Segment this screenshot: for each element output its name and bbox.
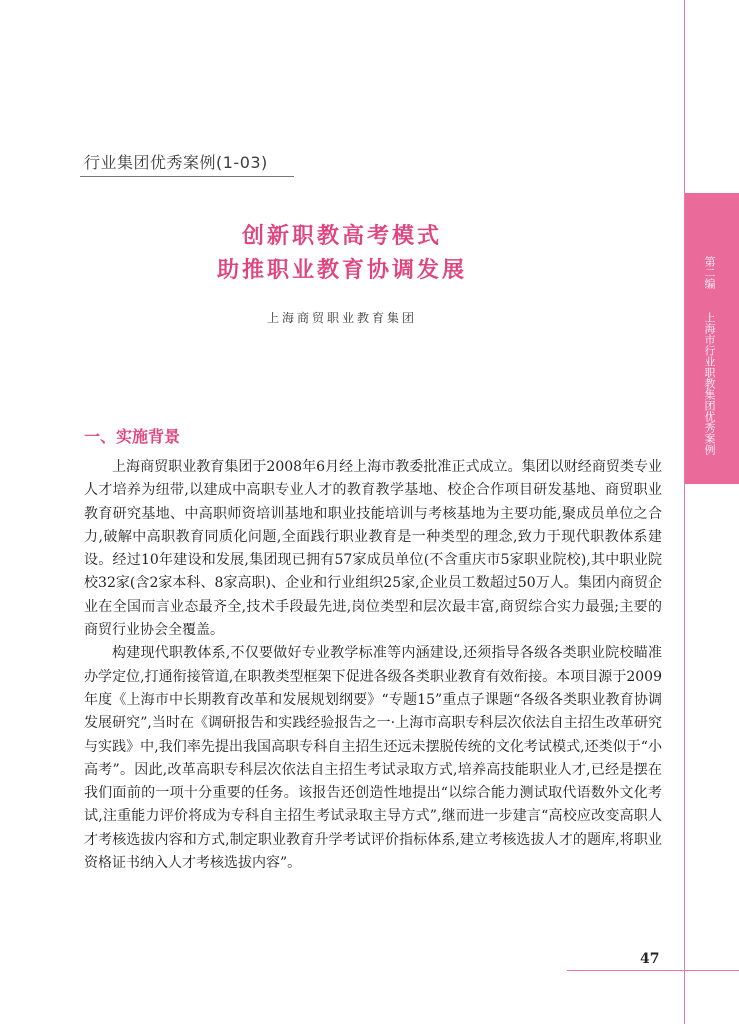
- side-tab-title: 上海市行业职教集团优秀案例: [703, 312, 716, 455]
- paragraph-2: 构建现代职教体系,不仅要做好专业教学标准等内涵建设,还须指导各级各类职业院校瞄准办学定位,打通衔接管道,在职教类型框架下促进各级各类职业教育有效衔接。本项目源于2009年度《上海市中长期教育改革和发展规划纲要》“专题15”重点子课题“各级各类职业教育协调发展研究”,当时在《调研报告和实践经验报告之一·上海市高职专科层次依法自主招生改革研究与实践》中,我们率先提出我国高职专科自主招生还远未摆脱传统的文化考试模式,还类似于“小高考”。因此,改革高职专科层次依法自主招生考试录取方式,培养高技能职业人才,已经是摆在我们面前的一项十分重要的任务。该报告还创造性地提出“以综合能力测试取代语数外文化考试,注重能力评价将成为专科自主招生考试录取主导方式”,继而进一步建言“高校应改变高职人才考核选拔内容和方式,制定职业教育升学考试评价指标体系,建立考核选拔人才的题库,将职业资格证书纳入人才考核选拔内容”。: [84, 645, 662, 872]
- title-line-2: 助推职业教育协调发展: [216, 257, 467, 283]
- case-label: 行业集团优秀案例(1-03): [84, 153, 268, 172]
- footer-rule: [567, 970, 739, 971]
- side-tab-text: [700, 256, 718, 455]
- paragraph-1: 上海商贸职业教育集团于2008年6月经上海市教委批准正式成立。集团以财经商贸类专业人才培养为纽带,以建成中高职专业人才的教育教学基地、校企合作项目研发基地、商贸职业教育研究基地、中高职师资培训基地和职业技能培训与考核基地为主要功能,聚成员单位之合力,破解中高职教育同质化问题,全面践行职业教育是一种类型的理念,致力于现代职教体系建设。经过10年建设和发展,集团现已拥有57家成员单位(不含重庆市5家职业院校),其中职业院校32家(含2家本科、8家高职)、企业和行业组织25家,企业员工数超过50万人。集团内商贸企业在全国而言业态最齐全,技术手段最先进,岗位类型和层次最丰富,商贸综合实力最强;主要的商贸行业协会全覆盖。: [84, 459, 662, 639]
- page-number: 47: [640, 951, 660, 967]
- body-text: [84, 456, 662, 875]
- side-tab-part: 第二编: [703, 256, 716, 289]
- author: 上海商贸职业教育集团: [266, 311, 417, 325]
- case-label-underline: [80, 176, 294, 177]
- title-line-1: 创新职教高考模式: [241, 223, 442, 249]
- margin-rule-vertical: [684, 0, 685, 1024]
- section-heading: 一、实施背景: [84, 427, 181, 446]
